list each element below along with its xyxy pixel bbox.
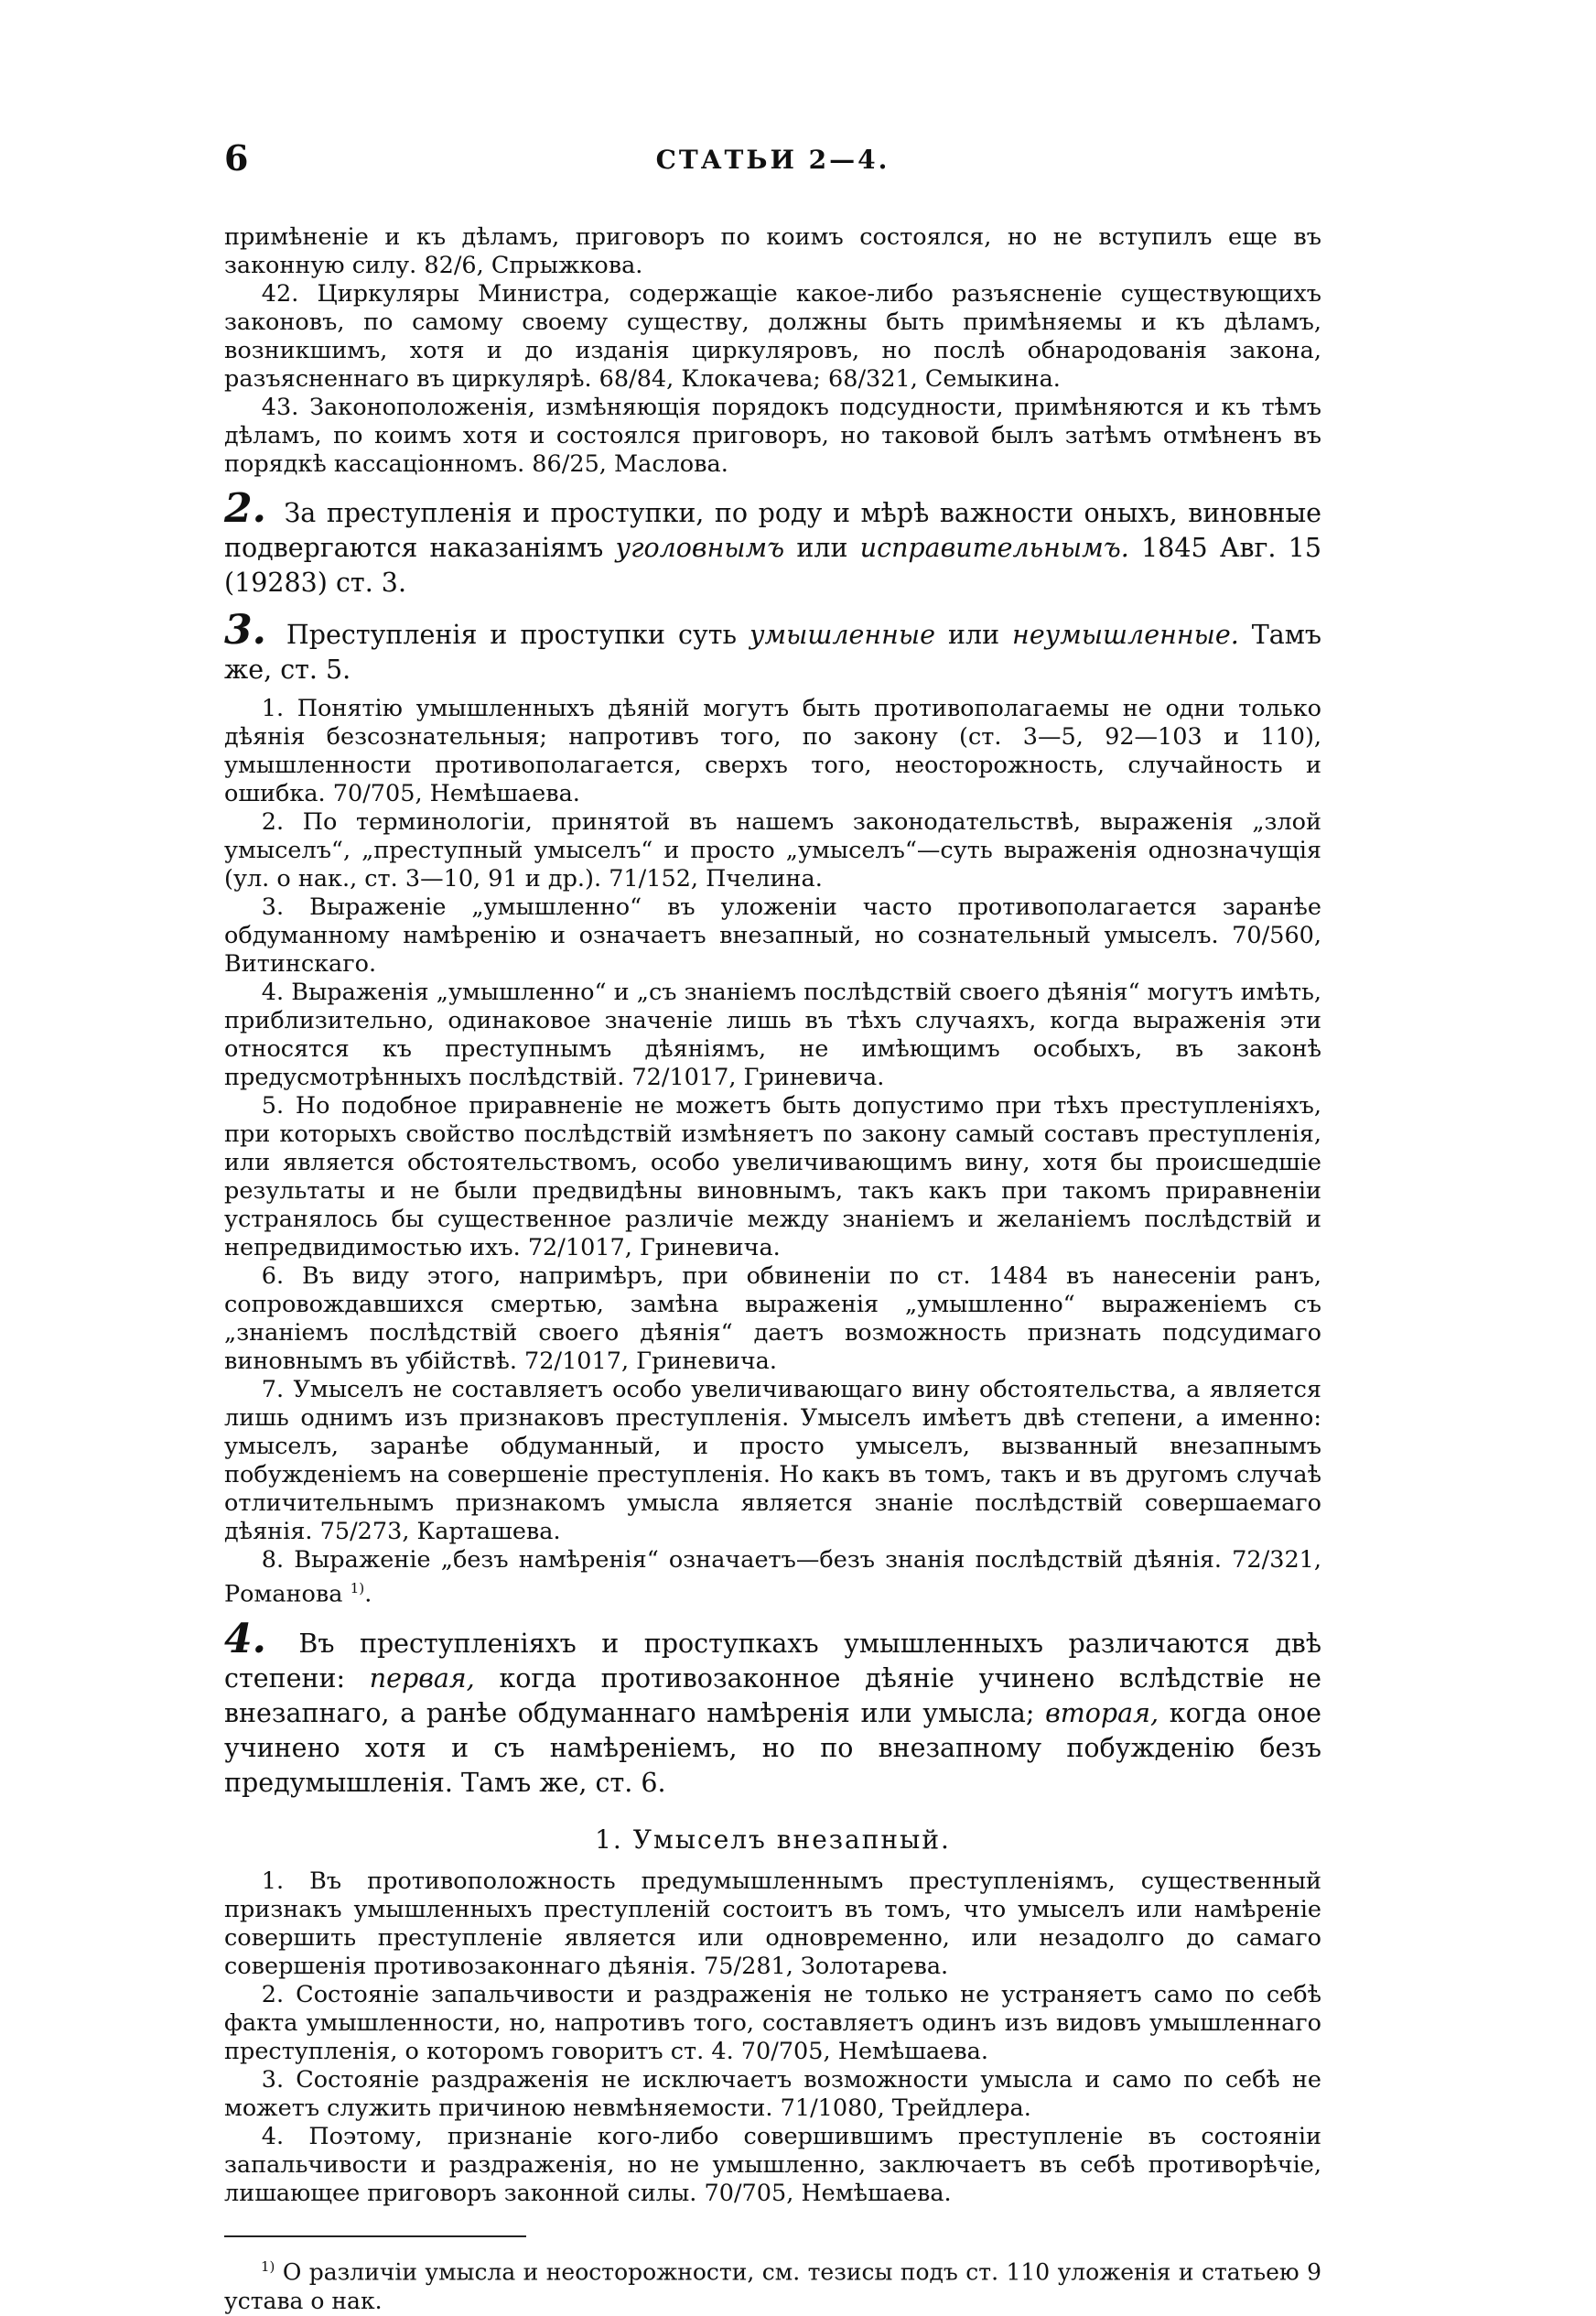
footnote-text: О различіи умысла и неосторожности, см. тезисы подъ ст. 110 уложенія и статьею 9 устава о нак.: [224, 2257, 1321, 2314]
article-2-text-b: или: [796, 533, 848, 563]
article-2: [224, 485, 1321, 601]
subsection-thesis-4: 4. Поэтому, признаніе кого-либо совершившимъ преступленіе въ состояніи запальчивости и раздраженія, но не умышленно, заключаетъ въ себѣ противорѣчіе, лишающее приговоръ законной силы. 70/705, Немѣшаева.: [224, 2122, 1321, 2207]
article-2-text-c: 1845 Авг. 15 (19283) ст. 3.: [224, 533, 1321, 598]
article-4-italic-2: вторая,: [1045, 1697, 1159, 1728]
footnote-mark: 1): [261, 2257, 275, 2275]
article-3: [224, 607, 1322, 687]
article-4-text-a: Въ преступленіяхъ и проступкахъ умышленныхъ различаются двѣ степени:: [224, 1628, 1322, 1694]
intro-thesis-42: 42. Циркуляры Министра, содержащіе какое-либо разъясненіе существующихъ законовъ, по самому своему существу, должны быть примѣняемы и къ дѣламъ, возникшимъ, хотя и до изданія циркуляровъ, но послѣ обнародованія закона, разъясненнаго въ циркулярѣ. 68/84, Клокачева; 68/321, Семыкина.: [224, 280, 1321, 393]
subsection-thesis-1: 1. Въ противоположность предумышленнымъ преступленіямъ, существенный признакъ умышленныхъ преступленій состоитъ въ томъ, что умыселъ или намѣреніе совершить преступленіе является или одновременно, или незадолго до самаго совершенія противозаконнаго дѣянія. 75/281, Золотарева.: [224, 1867, 1321, 1980]
page-number: 6: [224, 137, 249, 179]
article-4-number: 4.: [224, 1615, 266, 1662]
article-2-number: 2.: [224, 485, 266, 532]
article-3-thesis-3: 3. Выраженіе „умышленно“ въ уложеніи часто противополагается заранѣе обдуманному намѣренію и означаетъ внезапный, но сознательный умыселъ. 70/560, Витинскаго.: [224, 893, 1321, 978]
article-3-thesis-6: 6. Въ виду этого, напримѣръ, при обвиненіи по ст. 1484 въ нанесеніи ранъ, сопровождавшихся смертью, замѣна выраженія „умышленно“ выраженіемъ съ „знаніемъ послѣдствій своего дѣянія“ даетъ возможность признать подсудимаго виновнымъ въ убійствѣ. 72/1017, Гриневича.: [224, 1262, 1321, 1375]
article-3-thesis-8-wrap: 8. Выраженіе „безъ намѣренія“ означаетъ—безъ знанія послѣдствій дѣянія. 72/321, Романова $^{1)}$.: [224, 1546, 1321, 1608]
running-title: СТАТЬИ 2—4.: [655, 145, 890, 175]
footnote-reference: 1): [350, 1580, 365, 1596]
intro-thesis-43: 43. Законоположенія, измѣняющія порядокъ подсудности, примѣняются и къ тѣмъ дѣламъ, по коимъ хотя и состоялся приговоръ, но таковой былъ затѣмъ отмѣненъ въ порядкѣ кассаціонномъ. 86/25, Маслова.: [224, 394, 1321, 478]
article-4-text-c: когда оное учинено хотя и съ намѣреніемъ, но по внезапному побужденію безъ предумышленія. Тамъ же, ст. 6.: [224, 1697, 1322, 1798]
article-3-number: 3.: [224, 607, 266, 654]
intro-thesis-continued: примѣненіе и къ дѣламъ, приговоръ по коимъ состоялся, но не вступилъ еще въ законную силу. 82/6, Спрыжкова.: [224, 223, 1321, 279]
article-3-italic-2: неумышленные.: [1012, 620, 1239, 650]
article-4: [224, 1615, 1322, 1801]
article-3-thesis-4: 4. Выраженія „умышленно“ и „съ знаніемъ послѣдствій своего дѣянія“ могутъ имѣть, приблизительно, одинаковое значеніе лишь въ тѣхъ случаяхъ, когда выраженія эти относятся къ преступнымъ дѣяніямъ, не имѣющимъ особыхъ, въ законѣ предусмотрѣнныхъ послѣдствій. 72/1017, Гриневича.: [224, 979, 1321, 1091]
subsection-thesis-2: 2. Состояніе запальчивости и раздраженія не только не устраняетъ само по себѣ факта умышленности, но, напротивъ того, составляетъ одинъ изъ видовъ умышленнаго преступленія, о которомъ говоритъ ст. 4. 70/705, Немѣшаева.: [224, 1980, 1321, 2065]
article-3-thesis-7: 7. Умыселъ не составляетъ особо увеличивающаго вину обстоятельства, а является лишь однимъ изъ признаковъ преступленія. Умыселъ имѣетъ двѣ степени, а именно: умыселъ, заранѣе обдуманный, и просто умыселъ, вызванный внезапнымъ побужденіемъ на совершеніе преступленія. Но какъ въ томъ, такъ и въ другомъ случаѣ отличительнымъ признакомъ умысла является знаніе послѣдствій совершаемаго дѣянія. 75/273, Карташева.: [224, 1376, 1321, 1545]
article-2-italic-1: уголовнымъ: [615, 533, 785, 563]
article-3-text-b: или: [947, 620, 1000, 650]
article-3-thesis-2: 2. По терминологіи, принятой въ нашемъ законодательствѣ, выраженія „злой умыселъ“, „преступный умыселъ“ и просто „умыселъ“—суть выраженія однозначущія (ул. о нак., ст. 3—10, 91 и др.). 71/152, Пчелина.: [224, 808, 1321, 893]
article-3-text-a: Преступленія и проступки суть: [286, 620, 738, 650]
article-3-italic-1: умышленные: [749, 620, 935, 650]
page-header: [224, 137, 1321, 192]
article-3-thesis-1: 1. Понятію умышленныхъ дѣяній могутъ быть противополагаемы не одни только дѣянія безсознательныя; напротивъ того, по закону (ст. 3—5, 92—103 и 110), умышленности противополагается, сверхъ того, неосторожность, случайность и ошибка. 70/705, Немѣшаева.: [224, 695, 1321, 807]
article-3-thesis-5: 5. Но подобное приравненіе не можетъ быть допустимо при тѣхъ преступленіяхъ, при которыхъ свойство послѣдствій измѣняетъ по закону самый составъ преступленія, или является обстоятельствомъ, особо увеличивающимъ вину, хотя бы происшедшіе результаты и не были предвидѣны виновнымъ, такъ какъ при такомъ приравненіи устранялось бы существенное различіе между знаніемъ и желаніемъ послѣдствій и непредвидимостью ихъ. 72/1017, Гриневича.: [224, 1092, 1321, 1261]
footnote-divider: [224, 2235, 526, 2237]
footnote: [224, 2252, 1321, 2316]
article-2-italic-2: исправительнымъ.: [859, 533, 1129, 563]
subsection-heading: 1. Умыселъ внезапный.: [595, 1824, 951, 1855]
article-4-italic-1: первая,: [369, 1662, 475, 1694]
article-2-text-a: За преступленія и проступки, по роду и мѣрѣ важности оныхъ, виновные подвергаются наказаніямъ: [224, 498, 1321, 563]
article-3-text-c: Тамъ же, ст. 5.: [224, 620, 1322, 685]
article-4-text-b: когда противозаконное дѣяніе учинено вслѣдствіе не внезапнаго, а ранѣе обдуманнаго намѣренія или умысла;: [224, 1662, 1322, 1728]
subsection-thesis-3: 3. Состояніе раздраженія не исключаетъ возможности умысла и само по себѣ не можетъ служить причиною невмѣняемости. 71/1080, Трейдлера.: [224, 2065, 1321, 2122]
article-3-thesis-8: 8. Выраженіе „безъ намѣренія“ означаетъ—безъ знанія послѣдствій дѣянія. 72/321, Романова: [224, 1546, 1321, 1608]
